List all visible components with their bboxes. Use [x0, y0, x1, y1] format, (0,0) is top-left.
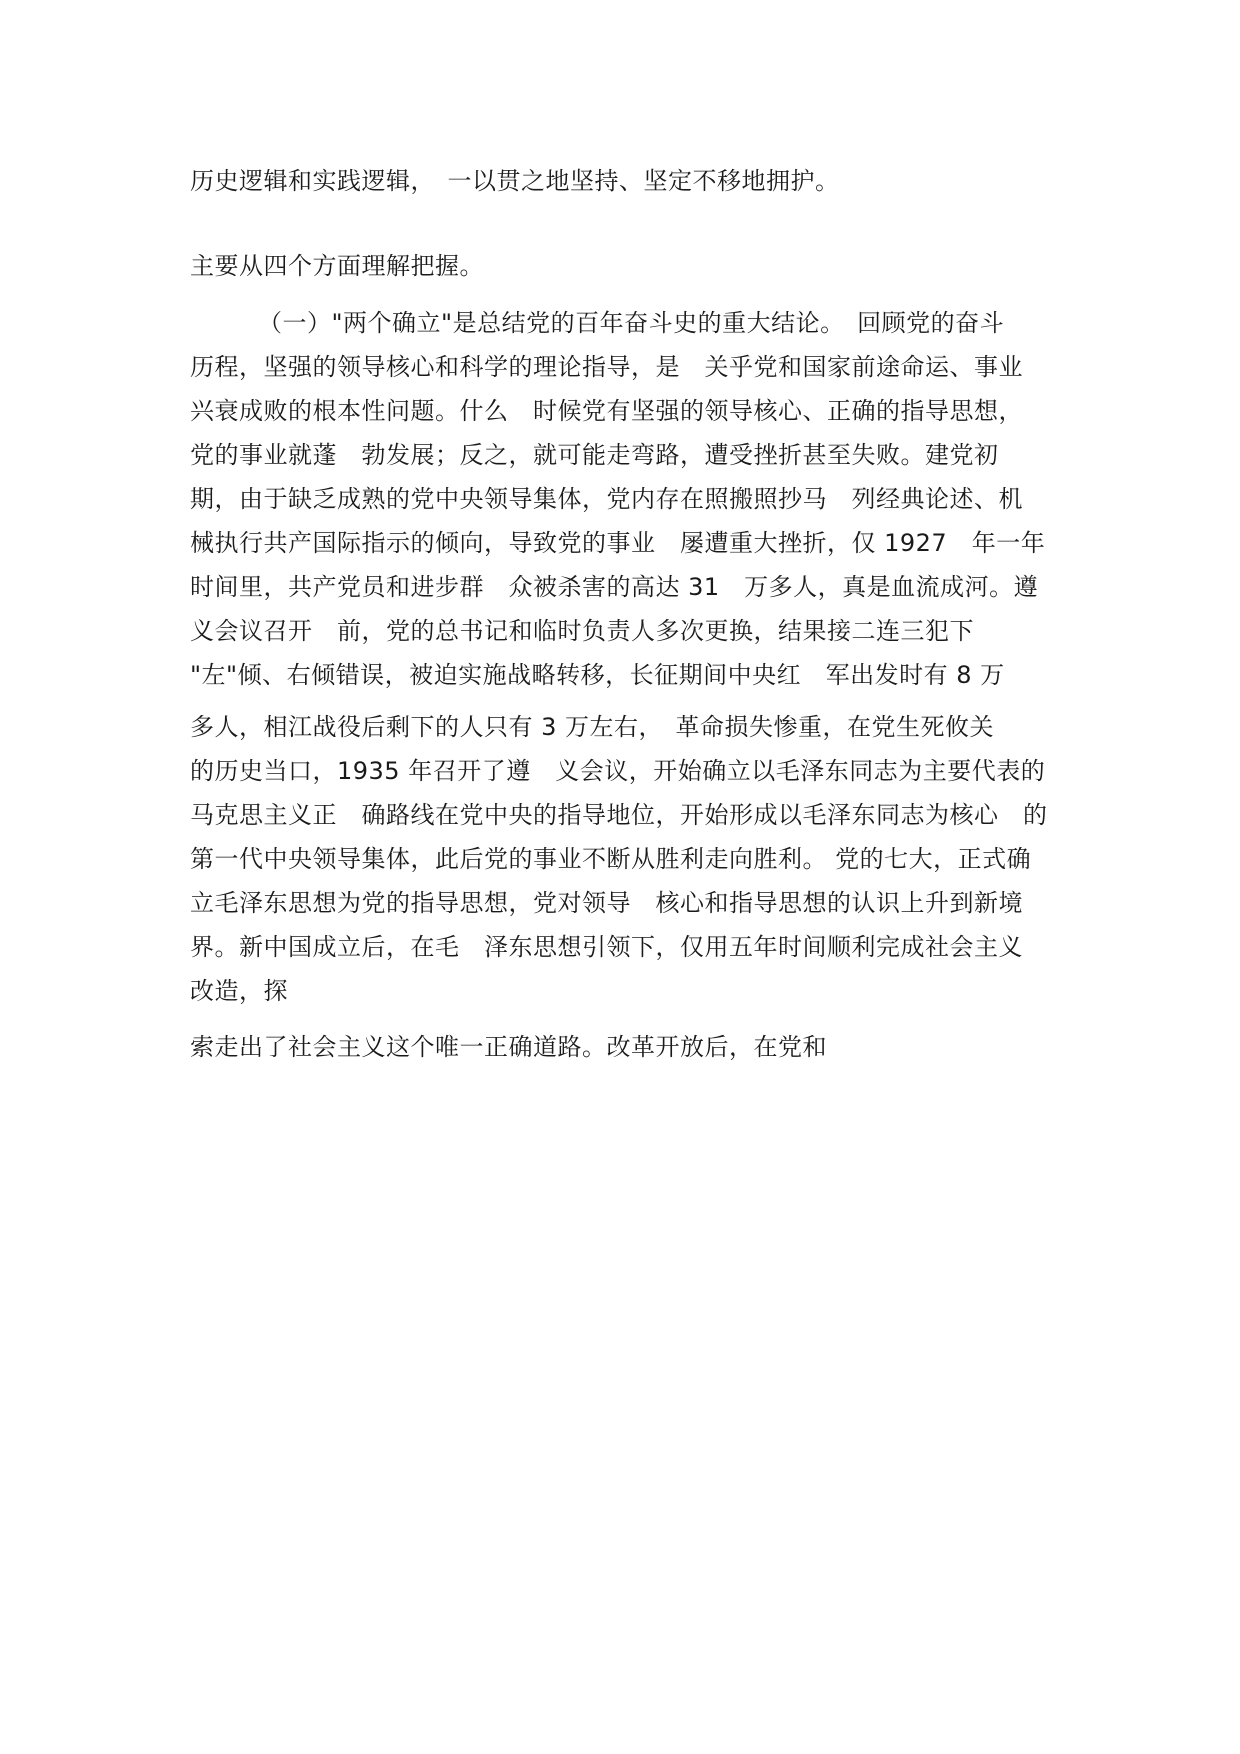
text-line: 义会议召开 前，党的总书记和临时负责人多次更换，结果接二连三犯下: [190, 617, 974, 645]
text-line: 立毛泽东思想为党的指导思想，党对领导 核心和指导思想的认识上升到新境: [190, 889, 1023, 917]
text-line: 期，由于缺乏成熟的党中央领导集体，党内存在照搬照抄马 列经典论述、机: [190, 485, 1023, 513]
text-line: 多人，相江战役后剩下的人只有 3 万左右， 革命损失惨重，在党生死攸关: [190, 713, 995, 741]
text-line: 兴衰成败的根本性问题。什么 时候党有坚强的领导核心、正确的指导思想，: [190, 397, 1023, 425]
paragraph-first-line: （一）"两个确立"是总结党的百年奋斗史的重大结论。 回顾党的奋斗: [258, 309, 1005, 337]
text-line: "左"倾、右倾错误，被迫实施战略转移，长征期间中央红 军出发时有 8 万: [190, 661, 1005, 689]
text-line: 械执行共产国际指示的倾向，导致党的事业 屡遭重大挫折，仅 1927 年一年: [190, 529, 1046, 557]
text-line: 的历史当口，1935 年召开了遵 义会议，开始确立以毛泽东同志为主要代表的: [190, 757, 1046, 785]
text-line: 历史逻辑和实践逻辑， 一以贯之地坚持、坚定不移地拥护。: [190, 167, 840, 195]
text-line: 马克思主义正 确路线在党中央的指导地位，开始形成以毛泽东同志为核心 的: [190, 801, 1048, 829]
text-line: 改造，探: [190, 977, 288, 1005]
text-line: 界。新中国成立后，在毛 泽东思想引领下，仅用五年时间顺利完成社会主义: [190, 933, 1023, 961]
text-line: 党的事业就蓬 勃发展；反之，就可能走弯路，遭受挫折甚至失败。建党初: [190, 441, 999, 469]
text-line: 第一代中央领导集体，此后党的事业不断从胜利走向胜利。 党的七大，正式确: [190, 845, 1032, 873]
text-line: 历程，坚强的领导核心和科学的理论指导，是 关乎党和国家前途命运、事业: [190, 353, 1023, 381]
text-line: 索走出了社会主义这个唯一正确道路。改革开放后，在党和: [190, 1033, 827, 1061]
text-line: 主要从四个方面理解把握。: [190, 252, 484, 280]
text-line: 时间里，共产党员和进步群 众被杀害的高达 31 万多人，真是血流成河。遵: [190, 573, 1039, 601]
